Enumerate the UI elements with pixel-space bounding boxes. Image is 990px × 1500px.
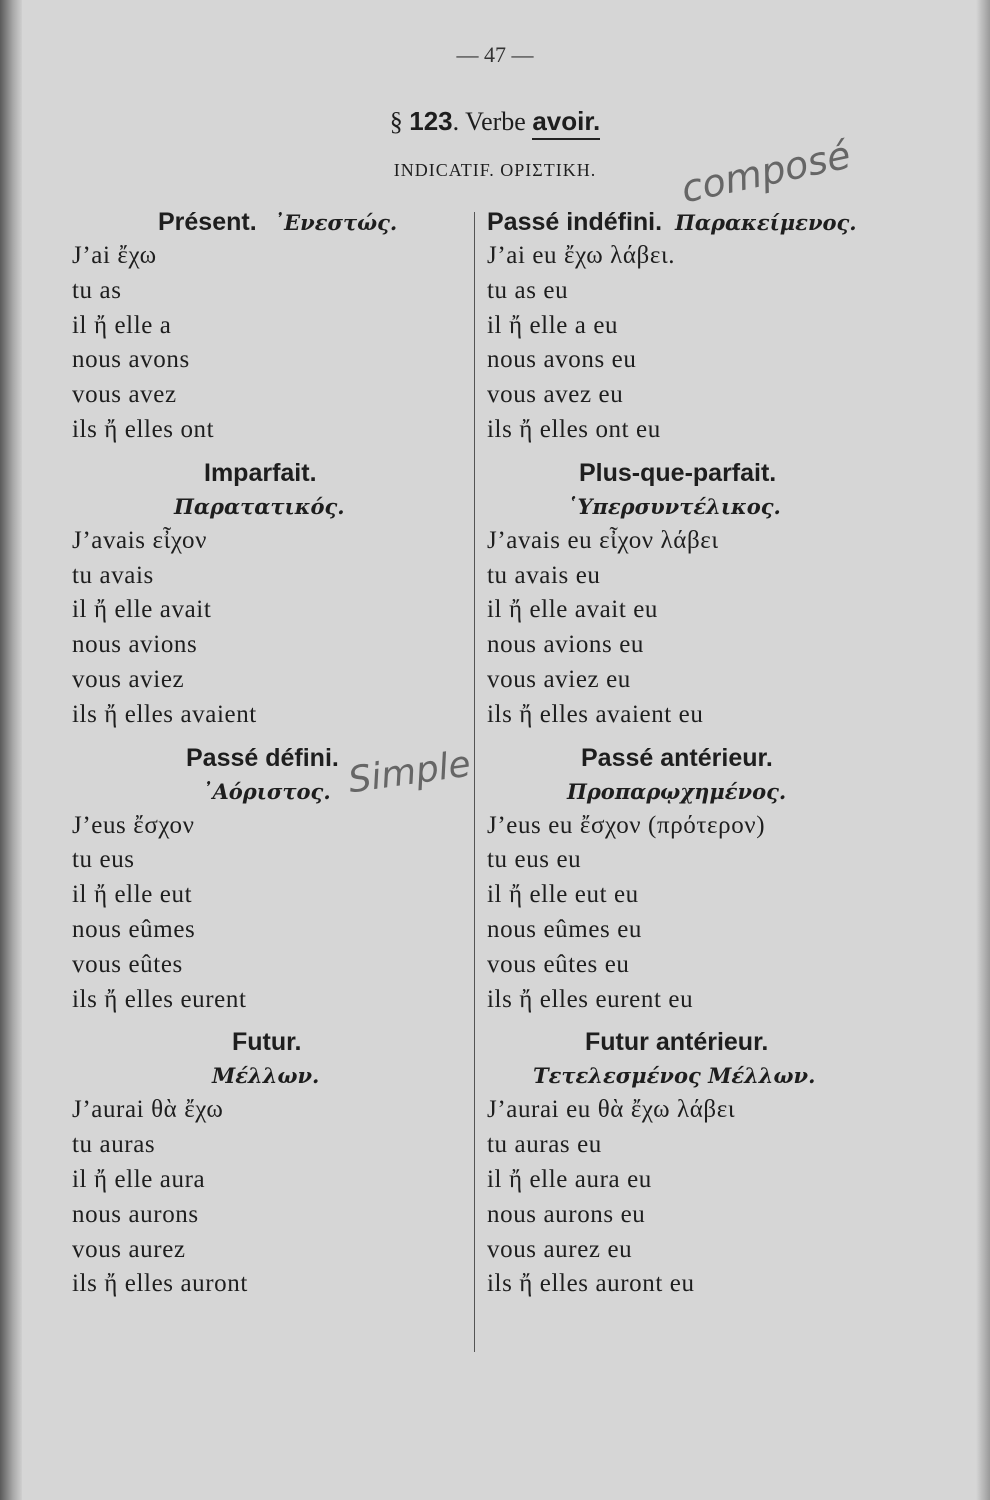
tense-passe-anterieur bbox=[487, 741, 887, 1018]
conjugation-line: vous eûtes bbox=[72, 950, 183, 978]
conjugation-line: il ἤ elle aura eu bbox=[487, 1165, 652, 1193]
tense-greek-name: ᾿Ενεστώς. bbox=[273, 210, 398, 235]
conjugation-line: J’aurai eu θὰ ἔχω λάβει bbox=[487, 1096, 736, 1124]
tense-title: Passé défini. bbox=[186, 743, 339, 772]
conjugation-line: vous aurez bbox=[72, 1235, 186, 1263]
conjugation-line: vous aurez eu bbox=[487, 1235, 633, 1263]
conjugation-line: J’avais εἶχον bbox=[72, 526, 208, 554]
tense-greek-name: Παρατατικός. bbox=[174, 493, 345, 519]
tense-title: Futur antérieur. bbox=[585, 1028, 769, 1057]
conjugation-line: J’eus ἔσχον bbox=[72, 811, 195, 839]
page-number: — 47 — bbox=[456, 42, 534, 67]
conjugation-line: ils ἤ elles ont eu bbox=[487, 415, 661, 443]
page-binding-shadow bbox=[0, 0, 22, 1500]
conjugation-line: vous aviez eu bbox=[487, 665, 631, 693]
conjugation-line: il ἤ elle a bbox=[72, 311, 172, 339]
section-word: . Verbe bbox=[452, 107, 526, 136]
conjugation-line: J’ai ἔχω bbox=[72, 242, 157, 269]
conjugation-line: nous aurons bbox=[72, 1200, 199, 1228]
conjugation-line: ils ἤ elles eurent bbox=[72, 985, 247, 1013]
tense-imparfait bbox=[72, 456, 457, 733]
tense-title: Passé antérieur. bbox=[581, 743, 773, 772]
tense-greek-name: ᾿Αόριστος. bbox=[202, 778, 331, 804]
conjugation-line: ils ἤ elles avaient bbox=[72, 700, 257, 728]
tense-title: Futur. bbox=[232, 1028, 302, 1057]
conjugation-line: ils ἤ elles avaient eu bbox=[487, 700, 704, 728]
conjugation-line: vous avez eu bbox=[487, 381, 624, 409]
conjugation-line: il ἤ elle avait eu bbox=[487, 596, 659, 624]
conjugation-line: il ἤ elle eut eu bbox=[487, 881, 639, 909]
conjugation-line: ils ἤ elles ont bbox=[72, 415, 215, 443]
conjugation-line: il ἤ elle eut bbox=[72, 881, 193, 909]
conjugation-line: il ἤ elle aura bbox=[72, 1165, 206, 1193]
conjugation-line: ils ἤ elles auront eu bbox=[487, 1270, 695, 1298]
conjugation-line: ils ἤ elles eurent eu bbox=[487, 985, 694, 1013]
conjugation-line: tu auras bbox=[72, 1131, 156, 1159]
conjugation-line: J’avais eu εἶχον λάβει bbox=[487, 526, 719, 554]
conjugation-line: tu eus eu bbox=[487, 846, 582, 874]
tense-greek-name: Τετελεσμένος Μέλλων. bbox=[533, 1063, 816, 1089]
page-edge-shadow bbox=[976, 0, 990, 1500]
tense-greek-name: ῾Υπερσυντέλικος. bbox=[567, 493, 781, 519]
conjugation-line: nous avions bbox=[72, 631, 198, 659]
conjugation-line: tu avais bbox=[72, 561, 154, 589]
column-divider bbox=[474, 212, 475, 1352]
conjugation-line: vous avez bbox=[72, 381, 177, 409]
conjugation-line: nous aurons eu bbox=[487, 1200, 646, 1228]
conjugation-line: ils ἤ elles auront bbox=[72, 1270, 248, 1298]
mood-heading: INDICATIF. ΟΡΙΣΤΙΚΗ. bbox=[393, 160, 597, 180]
conjugation-line: nous avons eu bbox=[487, 346, 637, 374]
conjugation-line: nous avons bbox=[72, 346, 190, 374]
handwritten-annotation-simple: Simple bbox=[345, 743, 474, 802]
tense-present bbox=[72, 205, 457, 448]
conjugation-line: nous avions eu bbox=[487, 631, 644, 659]
section-symbol: § bbox=[389, 107, 403, 136]
conjugation-line: J’eus eu ἔσχον (πρότερον) bbox=[487, 811, 766, 839]
tense-title-row bbox=[72, 205, 457, 239]
tense-title: Présent. bbox=[158, 208, 257, 236]
conjugation-line: J’ai eu ἔχω λάβει. bbox=[487, 242, 676, 269]
conjugation-line: il ἤ elle a eu bbox=[487, 311, 619, 339]
tense-greek-name: Προπαρῳχημένος. bbox=[567, 778, 787, 804]
tense-title: Plus-que-parfait. bbox=[579, 458, 777, 487]
conjugation-line: il ἤ elle avait bbox=[72, 596, 212, 624]
tense-futur bbox=[72, 1025, 457, 1302]
conjugation-line: tu eus bbox=[72, 846, 135, 874]
conjugation-line: nous eûmes eu bbox=[487, 915, 642, 943]
conjugation-line: nous eûmes bbox=[72, 915, 196, 943]
conjugation-line: tu avais eu bbox=[487, 561, 601, 589]
tense-greek-name: Μέλλων. bbox=[212, 1063, 320, 1089]
tense-passe-indefini bbox=[487, 205, 887, 448]
conjugation-line: tu as bbox=[72, 276, 122, 304]
right-column bbox=[487, 205, 887, 1310]
left-column bbox=[72, 205, 457, 1310]
conjugation-line: tu auras eu bbox=[487, 1131, 602, 1159]
tense-greek-name: Παρακείμενος. bbox=[675, 210, 857, 235]
section-number: 123 bbox=[409, 106, 453, 136]
handwritten-annotation-compose: composé bbox=[677, 132, 855, 212]
tense-futur-anterieur bbox=[487, 1025, 887, 1302]
section-verb: avoir. bbox=[532, 106, 600, 140]
tense-plus-que-parfait bbox=[487, 456, 887, 733]
tense-passe-defini bbox=[72, 741, 457, 1018]
conjugation-line: tu as eu bbox=[487, 276, 569, 304]
tense-title: Imparfait. bbox=[204, 458, 317, 487]
tense-title: Passé indéfini. bbox=[487, 208, 663, 236]
tense-title-row bbox=[487, 205, 887, 239]
conjugation-line: vous aviez bbox=[72, 665, 185, 693]
conjugation-line: vous eûtes eu bbox=[487, 950, 630, 978]
conjugation-line: J’aurai θὰ ἔχω bbox=[72, 1096, 224, 1124]
